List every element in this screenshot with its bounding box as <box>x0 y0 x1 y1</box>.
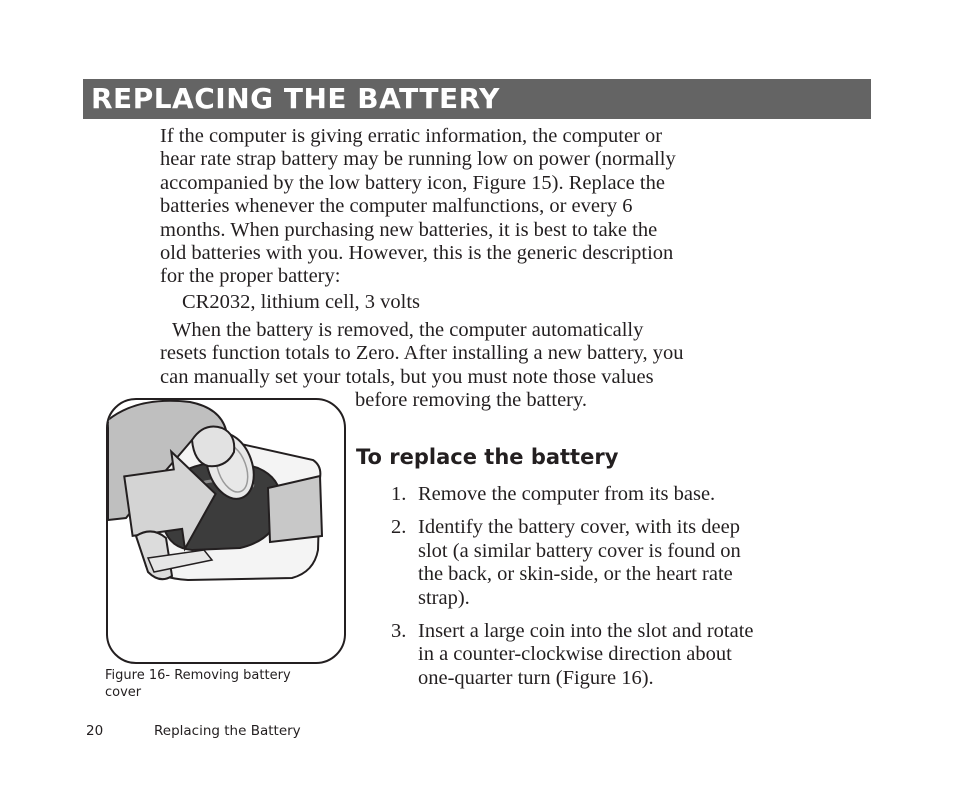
intro-line: for the proper battery: <box>160 265 341 288</box>
step-number: 2. <box>391 516 407 539</box>
thumb-shape <box>192 427 234 467</box>
figure-16-illustration <box>106 398 346 664</box>
step-text: in a counter-clockwise direction about <box>418 643 732 666</box>
step-text: the back, or skin-side, or the heart rate <box>418 563 733 586</box>
procedure-step <box>391 483 754 506</box>
procedure-heading: To replace the battery <box>356 445 619 469</box>
step-text: Identify the battery cover, with its deep <box>418 516 740 539</box>
procedure-steps <box>391 483 754 700</box>
section-title: REPLACING THE BATTERY <box>91 82 500 115</box>
step-number: 3. <box>391 620 407 643</box>
intro-paragraph <box>160 125 676 289</box>
figure-caption <box>105 667 325 701</box>
step-number: 1. <box>391 483 407 505</box>
step-text: Remove the computer from its base. <box>418 483 716 505</box>
intro-line: months. When purchasing new batteries, it is best to take the <box>160 218 658 241</box>
intro-line: If the computer is giving erratic information, the computer or <box>160 125 663 147</box>
procedure-step <box>391 516 754 610</box>
section-header-bar <box>83 79 871 119</box>
reset-note-line: When the battery is removed, the computer automatically <box>172 319 644 341</box>
intro-line: accompanied by the low battery icon, Figure 15). Replace the <box>160 171 665 194</box>
running-title: Replacing the Battery <box>154 723 301 739</box>
procedure-step <box>391 620 754 690</box>
battery-cover-removal-illustration <box>108 400 344 662</box>
reset-note-line: resets function totals to Zero. After installing a new battery, you <box>160 342 684 365</box>
figure-caption-line: cover <box>105 685 142 700</box>
figure-caption-line: Figure 16- Removing battery <box>105 668 291 683</box>
intro-line: batteries whenever the computer malfunctions, or every 6 <box>160 195 633 218</box>
step-text: strap). <box>418 586 470 609</box>
intro-line: hear rate strap battery may be running low on power (normally <box>160 148 676 171</box>
step-text: Insert a large coin into the slot and rotate <box>418 620 754 643</box>
rotation-arrow-right <box>268 476 322 542</box>
step-text: slot (a similar battery cover is found on <box>418 539 741 562</box>
reset-note-line: before removing the battery. <box>355 389 588 412</box>
step-text: one-quarter turn (Figure 16). <box>418 666 654 689</box>
page-number: 20 <box>86 723 104 739</box>
reset-note-line: can manually set your totals, but you must note those values <box>160 365 654 388</box>
intro-line: old batteries with you. However, this is the generic description <box>160 242 674 265</box>
battery-spec: CR2032, lithium cell, 3 volts <box>182 291 421 313</box>
